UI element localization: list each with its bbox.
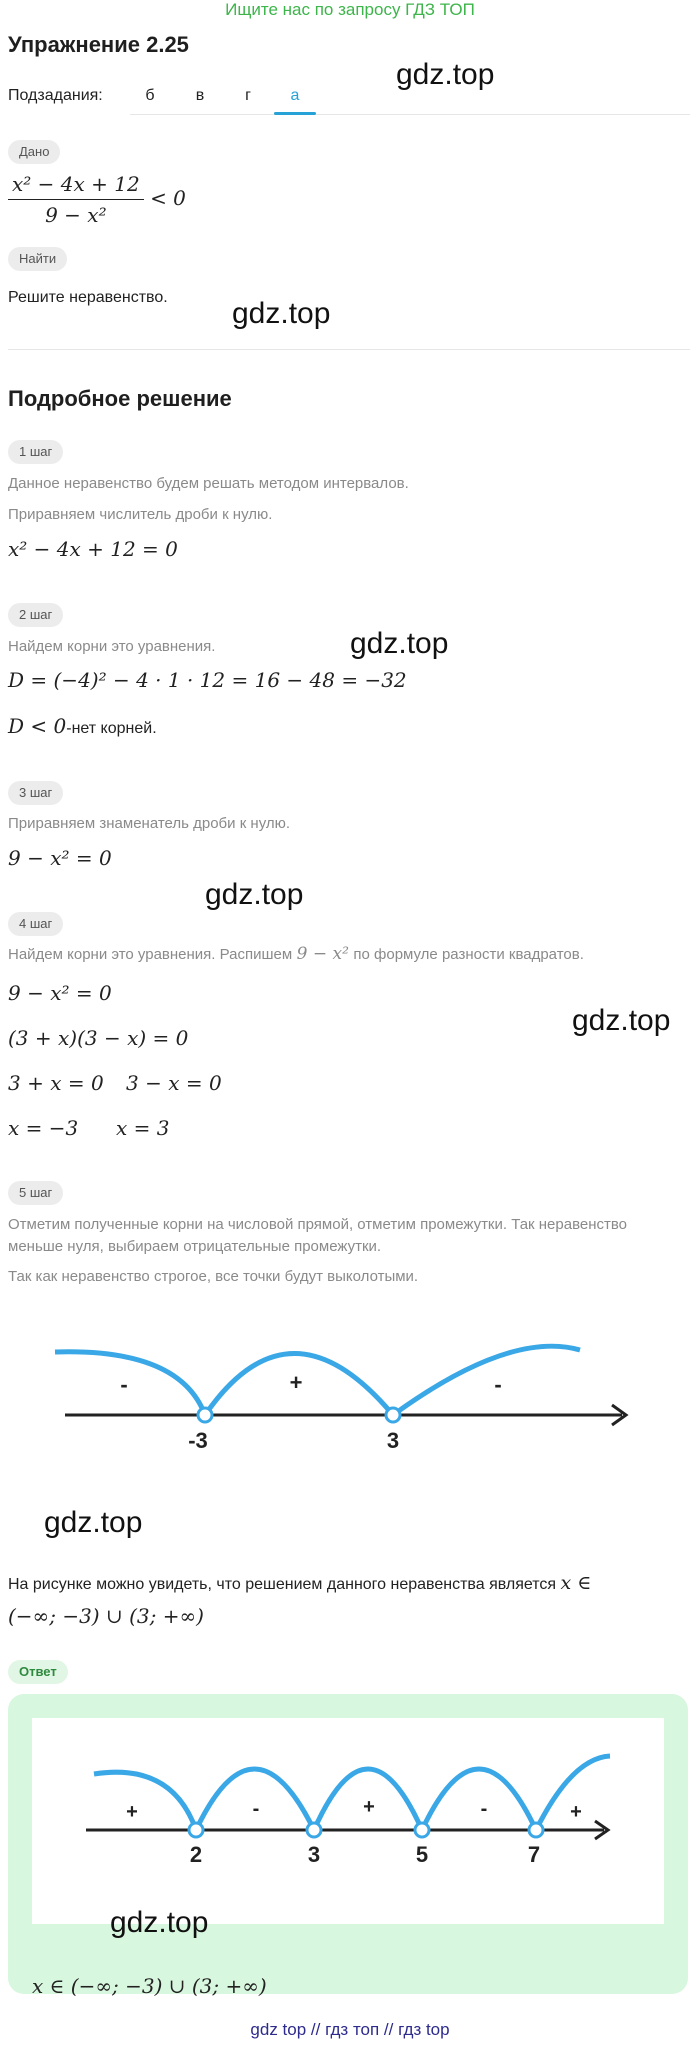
step-4-formula: 9 − x² = 0 xyxy=(8,981,112,1005)
answer-formula: x ∈ (−∞; −3) ∪ (3; +∞) xyxy=(32,1974,267,1998)
point-label: 5 xyxy=(415,1842,429,1867)
interval-sign: + xyxy=(289,1370,303,1395)
given-fraction xyxy=(8,172,144,227)
step-4-formula: 3 − x = 0 xyxy=(126,1071,222,1095)
step-1-text: Данное неравенство будем решать методом интервалов. xyxy=(8,475,409,492)
subtasks-label: Подзадания: xyxy=(8,87,103,104)
watermark: gdz.top xyxy=(205,878,304,911)
section-divider xyxy=(8,349,690,350)
step-4-text-b: по формуле разности квадратов. xyxy=(353,946,584,963)
answer-badge: Ответ xyxy=(8,1660,68,1684)
point-label: -3 xyxy=(188,1428,208,1453)
step-2-result-math: D < 0 xyxy=(8,714,67,738)
step-4-formula: (3 + x)(3 − x) = 0 xyxy=(8,1026,189,1050)
step-5-text: меньше нуля, выбираем отрицательные промежутки. xyxy=(8,1238,382,1255)
watermark: gdz.top xyxy=(350,627,449,660)
step-2-formula: D = (−4)² − 4 · 1 · 12 = 16 − 48 = −32 xyxy=(8,668,407,692)
step-2-badge: 2 шаг xyxy=(8,603,63,627)
exercise-title: Упражнение 2.25 xyxy=(8,32,189,57)
step-5-badge: 5 шаг xyxy=(8,1181,63,1205)
interval-sign: + xyxy=(570,1801,582,1823)
excluded-point xyxy=(386,1408,400,1422)
tab-a[interactable]: а xyxy=(290,87,300,104)
given-relation: < 0 xyxy=(150,186,186,210)
point-label: 3 xyxy=(307,1842,321,1867)
step-1-formula: x² − 4x + 12 = 0 xyxy=(8,537,178,561)
step-3-text: Приравняем знаменатель дроби к нулю. xyxy=(8,815,291,832)
point-label: 7 xyxy=(527,1842,541,1867)
interval-sign: - xyxy=(252,1798,260,1820)
step-4-badge: 4 шаг xyxy=(8,912,63,936)
excluded-point xyxy=(307,1823,321,1837)
step-4-inline-math: 9 − x² xyxy=(296,944,349,964)
step-2-result-text: -нет корней. xyxy=(66,720,157,737)
given-inequality xyxy=(8,172,186,227)
conclusion-math: x ∈ xyxy=(560,1572,592,1594)
interval-sign: + xyxy=(363,1796,375,1818)
interval-sign: - xyxy=(494,1372,502,1397)
watermark: gdz.top xyxy=(232,297,331,330)
answer-number-line xyxy=(32,1718,664,1924)
interval-sign: - xyxy=(480,1798,488,1820)
tab-v[interactable]: в xyxy=(195,87,205,104)
find-badge: Найти xyxy=(8,247,67,271)
excluded-point xyxy=(189,1823,203,1837)
conclusion-text: На рисунке можно увидеть, что решением данного неравенства является xyxy=(8,1576,557,1593)
interval-arc xyxy=(393,1346,580,1415)
step-5-text: Так как неравенство строгое, все точки будут выколотыми. xyxy=(8,1268,419,1285)
watermark: gdz.top xyxy=(396,58,495,91)
step-4-text-a: Найдем корни это уравнения. Распишем xyxy=(8,946,293,963)
step-1-text: Приравняем числитель дроби к нулю. xyxy=(8,506,273,523)
step-2-text: Найдем корни это уравнения. xyxy=(8,638,216,655)
excluded-point xyxy=(198,1408,212,1422)
interval-arc xyxy=(422,1769,536,1830)
excluded-point xyxy=(415,1823,429,1837)
number-line-figure xyxy=(0,1320,700,1470)
find-text: Решите неравенство. xyxy=(8,289,168,306)
given-badge: Дано xyxy=(8,140,60,164)
interval-sign: + xyxy=(126,1801,138,1823)
solution-title: Подробное решение xyxy=(8,386,232,411)
step-3-formula: 9 − x² = 0 xyxy=(8,846,112,870)
point-label: 3 xyxy=(386,1428,400,1453)
step-3-badge: 3 шаг xyxy=(8,781,63,805)
watermark: gdz.top xyxy=(110,1906,209,1939)
given-denominator: 9 − x² xyxy=(45,203,107,227)
active-tab-indicator xyxy=(274,112,316,115)
step-2-result xyxy=(8,714,157,738)
tab-g[interactable]: г xyxy=(245,87,251,104)
watermark: gdz.top xyxy=(44,1506,143,1539)
step-4-formula: 3 + x = 0 xyxy=(8,1071,104,1095)
tabs-divider xyxy=(130,114,690,115)
step-4-formula: x = 3 xyxy=(116,1116,170,1140)
watermark: gdz.top xyxy=(572,1004,671,1037)
point-label: 2 xyxy=(189,1842,203,1867)
footer-links[interactable]: gdz top // гдз топ // гдз top xyxy=(250,2020,450,2039)
promo-banner[interactable]: Ищите нас по запросу ГДЗ ТОП xyxy=(225,0,475,19)
interval-arc xyxy=(55,1352,205,1415)
given-numerator: x² − 4x + 12 xyxy=(8,172,144,200)
conclusion-interval: (−∞; −3) ∪ (3; +∞) xyxy=(8,1604,204,1628)
step-4-text xyxy=(8,944,584,964)
step-1-badge: 1 шаг xyxy=(8,440,63,464)
step-5-text: Отметим полученные корни на числовой прямой, отметим промежутки. Так неравенство xyxy=(8,1216,628,1233)
interval-sign: - xyxy=(120,1372,128,1397)
tab-b[interactable]: б xyxy=(145,87,155,104)
interval-arc xyxy=(94,1772,196,1830)
conclusion-line xyxy=(8,1572,591,1594)
excluded-point xyxy=(529,1823,543,1837)
step-4-formula: x = −3 xyxy=(8,1116,79,1140)
